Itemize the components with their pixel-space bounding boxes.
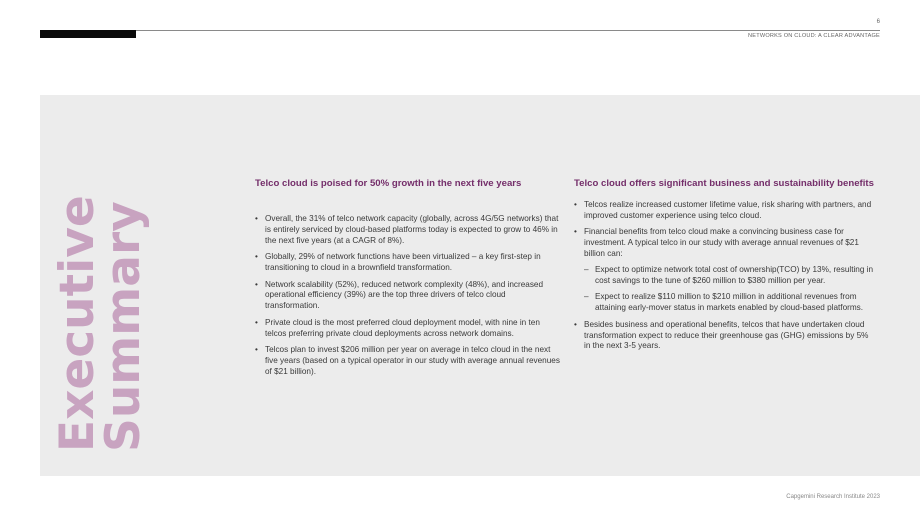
left-bullet-list (255, 214, 560, 378)
footer-credit: Capgemini Research Institute 2023 (786, 494, 880, 500)
list-item-text: Financial benefits from telco cloud make a convincing business case for investment. A typical telco in our study with average annual revenues of $21 billion can: (584, 227, 859, 259)
header-rule (40, 30, 880, 31)
right-bullet-list (574, 200, 874, 352)
list-item: • Network scalability (52%), reduced network complexity (48%), and increased operational efficiency (39%) are the top three drivers of telco cloud transformation. (255, 280, 560, 313)
section-title-line-1: Executive (50, 195, 105, 452)
left-column (255, 178, 560, 383)
section-title-line-2: Summary (96, 201, 151, 452)
list-item: • Telcos plan to invest $206 million per year on average in telco cloud in the next five years (based on a typical operator in our study with average annual revenues of $21 billion). (255, 345, 560, 378)
list-item (574, 320, 874, 353)
sub-list-item: – Expect to optimize network total cost of ownership(TCO) by 13%, resulting in cost savings to the tune of $260 million to $380 million per year. (584, 265, 874, 287)
right-column-heading: Telco cloud offers significant business and sustainability benefits (574, 178, 874, 189)
list-item (574, 227, 874, 314)
right-column (574, 178, 874, 358)
sub-list-item: – Expect to realize $110 million to $210 million in additional revenues from attaining early-mover status in markets enabled by cloud-based platforms. (584, 292, 874, 314)
left-column-heading: Telco cloud is poised for 50% growth in the next five years (255, 178, 522, 189)
sub-bullet-list (584, 265, 874, 314)
report-title: NETWORKS ON CLOUD: A CLEAR ADVANTAGE (748, 33, 880, 39)
header-accent-bar (40, 30, 136, 38)
list-item-text: Telcos realize increased customer lifetime value, risk sharing with partners, and improved customer experience using telco cloud. (584, 200, 872, 220)
section-title (50, 195, 151, 452)
list-item: • Private cloud is the most preferred cloud deployment model, with nine in ten telcos preferring private cloud deployments across network domains. (255, 318, 560, 340)
list-item: • Globally, 29% of network functions have been virtualized – a key first-step in transitioning to cloud in a brownfield transformation. (255, 252, 560, 274)
list-item-text: Besides business and operational benefits, telcos that have undertaken cloud transformation expect to reduce their greenhouse gas (GHG) emissions by 5% in the next 3-5 years. (584, 319, 869, 351)
list-item: • Overall, the 31% of telco network capacity (globally, across 4G/5G networks) that is entirely serviced by cloud-based platforms today is expected to grow to 46% in the next five years (at a CAGR of 8%). (255, 214, 560, 247)
list-item (574, 200, 874, 222)
page-number: 6 (876, 19, 880, 25)
